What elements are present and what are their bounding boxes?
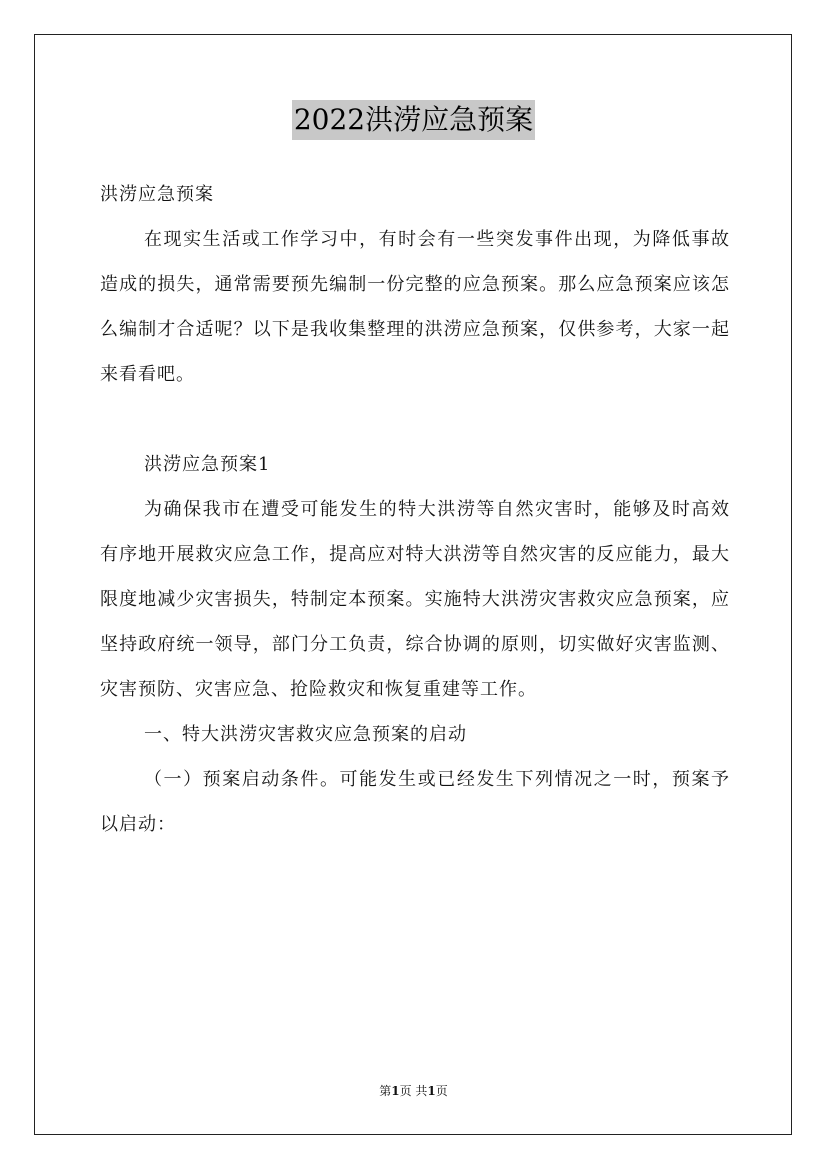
section1-heading: 洪涝应急预案1: [144, 454, 271, 475]
intro-heading: 洪涝应急预案: [100, 184, 214, 205]
footer-mid: 页 共: [399, 1084, 428, 1098]
footer-suffix: 页: [435, 1084, 448, 1098]
document-title: 2022洪涝应急预案: [292, 100, 535, 140]
section1-paragraph: 为确保我市在遭受可能发生的特大洪涝等自然灾害时，能够及时高效有序地开展救灾应急工作，提高应对特大洪涝等自然灾害的反应能力，最大限度地减少灾害损失，特制定本预案。实施特大洪涝灾害救灾应急预案，应坚持政府统一领导，部门分工负责，综合协调的原则，切实做好灾害监测、灾害预防、灾害应急、抢险救灾和恢复重建等工作。: [100, 499, 730, 700]
intro-paragraph: 在现实生活或工作学习中，有时会有一些突发事件出现，为降低事故造成的损失，通常需要预先编制一份完整的应急预案。那么应急预案应该怎么编制才合适呢？以下是我收集整理的洪涝应急预案，仅供参考，大家一起来看看吧。: [100, 229, 730, 385]
title-container: [0, 100, 827, 140]
subsection1-paragraph: （一）预案启动条件。可能发生或已经发生下列情况之一时，预案予以启动：: [100, 769, 730, 835]
paragraph-spacer: [100, 397, 730, 442]
subsection1-heading: 一、特大洪涝灾害救灾应急预案的启动: [144, 724, 467, 745]
page-footer: [0, 1082, 827, 1099]
footer-prefix: 第: [379, 1084, 392, 1098]
footer-total-pages: 1: [427, 1084, 436, 1098]
document-body: [100, 172, 730, 847]
footer-page-number: 1: [391, 1084, 400, 1098]
